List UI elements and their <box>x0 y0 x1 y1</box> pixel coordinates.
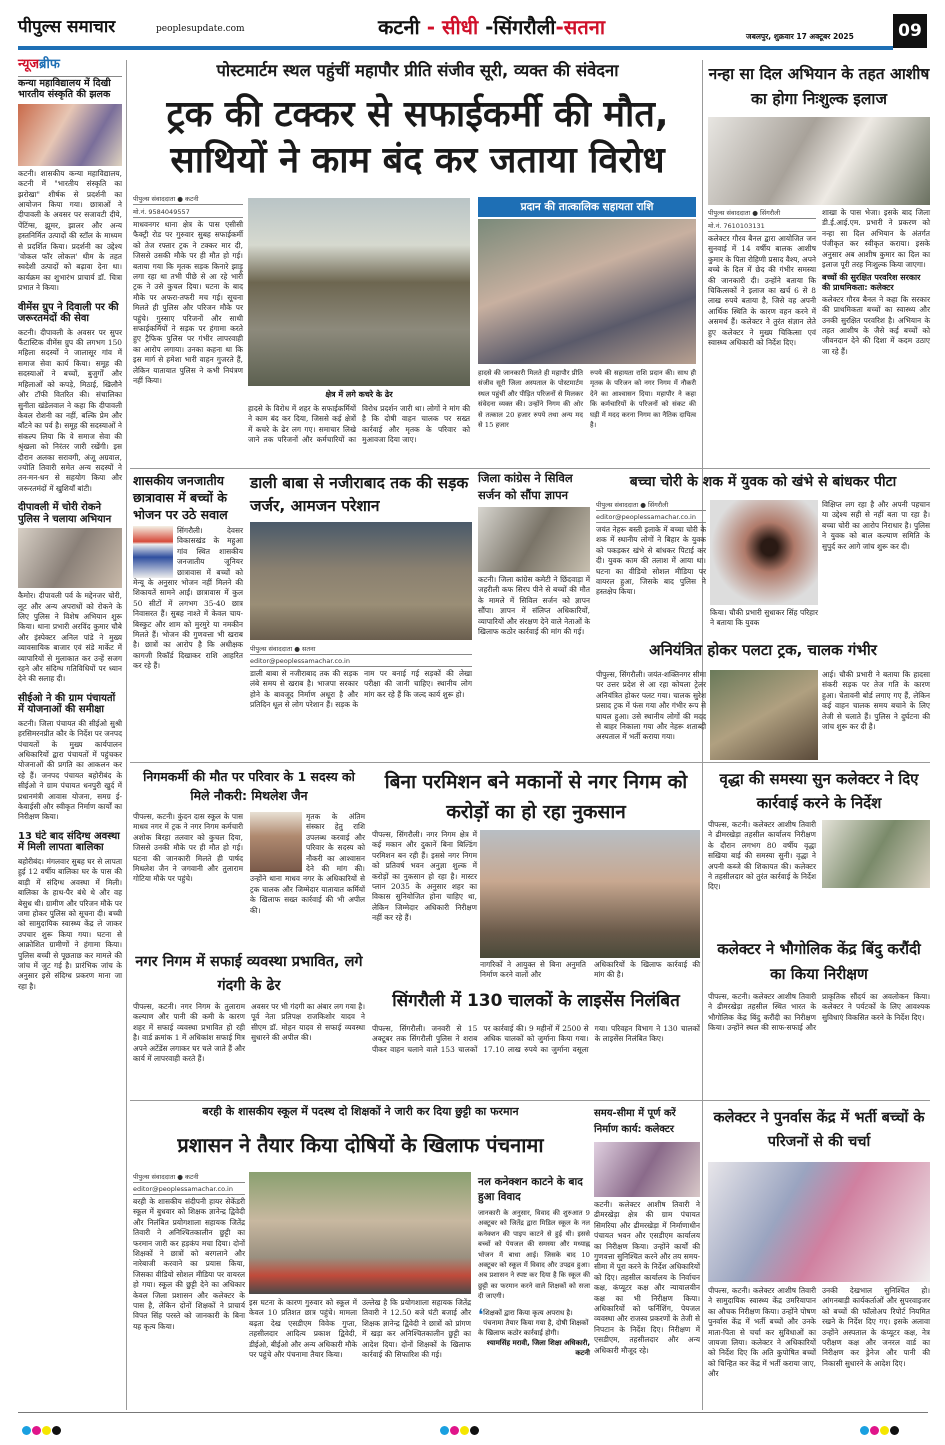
school-kicker: बरही के शासकीय स्कूल में पदस्थ दो शिक्षकों ने जारी कर दिया छुट्टी का फरमान <box>202 1105 519 1118</box>
brief-headline: 13 घंटे बाद संदिग्ध अवस्था में मिली लापता बालिका <box>18 830 120 854</box>
phone-number: मो.नं. 9584049557 <box>133 207 243 218</box>
news-brief-label-a: न्यूज <box>18 57 40 72</box>
registration-marks-center <box>440 1420 480 1439</box>
quote-icon: ❛ <box>478 1304 484 1324</box>
construction-body: कटनी। कलेक्टर आशीष तिवारी ने ढीमरखेड़ा क्षेत्र की ग्राम पंचायत सिमरिया और ढीमरखेड़ा में निर्माणाधीन पंचायत भवन और एसडीएम कार्यालय का निरीक्षण किया। उन्होंने कार्यों की गुणवत्ता सुनिश्चित करने और तय समय-सीमा में पूरा करने के निर्देश अधिकारियों को दिए। तहसील कार्यालय के निर्वाचन कक्ष, कंप्यूटर कक्ष और न्यायालयीन कक्ष का भी निरीक्षण किया। अधिकारियों को फर्निशिंग, पेयजल व्यवस्था और राजस्व प्रकरणों के तेजी से निपटान के निर्देश दिए। निरीक्षण में एसडीएम, तहसीलदार और अन्य अधिकारी मौजूद रहे। <box>594 1200 700 1355</box>
section-satna: सतना <box>563 15 605 39</box>
yellow-dot <box>42 1426 51 1435</box>
school-body-continued: इस घटना के कारण गुरुवार को स्कूल में केवल 10 प्रतिशत छात्र पहुंचे। मामला बढ़ता देख एसडीएम विवेक गुप्ता, तहसीलदार आदित्य प्रकाश द्विवेदी, डीईओ, बीईओ और अन्य अधिकारी मौके पर पहुंचे और पंचनामा तैयार किया। <box>249 1298 357 1360</box>
cyan-dot <box>440 1426 449 1435</box>
water-dispute-body: जानकारी के अनुसार, विवाद की शुरुआत 9 अक्टूबर को जितेंद्र द्वारा मिडिल स्कूल के नल कनेक्शन की पाइप काटने से हुई थी। इससे बच्चों को पेयजल की समस्या और मध्याह्न भोजन में बाधा आई। जिसके बाद 10 अक्टूबर को स्कूल में विवाद और उपद्रव हुआ। अब प्रशासन ने स्पष्ट कर दिया है कि स्कूल की छुट्टी का फरमान करने वाले शिक्षकों को सजा दी जाएगी। <box>478 1209 590 1301</box>
congress-body: कटनी। जिला कांग्रेस कमेटी ने छिंदवाड़ा में जहरीली कफ सिरप पीने से बच्चों की मौत के मामले में सिविल सर्जन को ज्ञापन सौंपा। ज्ञापन में संलिप्त अधिकारियों, व्यापारियों और संरक्षण देने वाले नेताओं के खिलाफ कठोर कार्रवाई की मांग की गई। <box>478 575 590 637</box>
heart-text <box>708 208 816 348</box>
rehab-body-continued: उनकी देखभाल सुनिश्चित हो। आंगनबाड़ी कार्यकर्ताओं और सुपरवाइजर को बच्चों की फॉलोअप रिपोर्ट नियमित रखने के निर्देश दिए गए। इसके अलावा उन्होंने अस्पताल के कंप्यूटर कक्ष, नेत्र परीक्षण कक्ष और जनरल वार्ड का निरीक्षण कर ड्रेनेज और पानी की निकासी सुधारने के आदेश दिए। <box>822 1286 930 1368</box>
lead-body-continued: हादसे के विरोध में शहर के सफाईकर्मियों ने काम बंद कर दिया, जिससे कई क्षेत्रों में कचरे के ढेर लग गए। समाचार लिखे जाने तक परिजनों और कर्मचारियों का विरोध प्रदर्शन जारी था। लोगों ने मांग की है कि दोषी वाहन चालक पर सख्त कार्रवाई और मृतक के परिवार को मुआवजा दिया जाए। <box>248 404 470 445</box>
news-brief-column <box>18 58 122 992</box>
geo-headline: कलेक्टर ने भौगोलिक केंद्र बिंदु करौंदी का किया निरीक्षण <box>717 940 921 983</box>
job-body: पीपल्स, कटनी। कुंदन दास स्कूल के पास माधव नगर में ट्रक ने नगर निगम कर्मचारी अशोक बिरहा तलवार को कुचल दिया, जिससे उनकी मौके पर ही मौत हो गई। घटना की जानकारी मिलते ही पार्षद मिथलेश जैन ने जगवानी और तुलाराम गोटिया मौके पर पहुंचे। <box>133 812 243 884</box>
section-katni: कटनी <box>378 15 420 39</box>
rehab-body: पीपल्स, कटनी। कलेक्टर आशीष तिवारी ने सामुदायिक स्वास्थ्य केंद्र उमरियापान का औचक निरीक्षण किया। उन्होंने पोषण पुनर्वास केंद्र में भर्ती बच्चों और उनके माता-पिता से चर्चा कर सुविधाओं का जायजा लिया। कलेक्टर ने अधिकारियों को निर्देश दिए कि अति कुपोषित बच्चों को चिन्हित कर केंद्र में भर्ती कराया जाए, और <box>708 1286 816 1379</box>
brief-photo <box>18 528 122 588</box>
road-headline: डाली बाबा से नजीराबाद तक की सड़क जर्जर, आमजन परेशान <box>250 474 469 515</box>
cyan-dot <box>860 1426 869 1435</box>
section-rule <box>130 1100 930 1101</box>
magenta-dot <box>450 1426 459 1435</box>
water-dispute-headline: नल कनेक्शन काटने के बाद हुआ विवाद <box>478 1176 583 1203</box>
magenta-dot <box>870 1426 879 1435</box>
brief-headline: दीपावली में चोरी रोकने पुलिस ने चलाया अभियान <box>18 502 112 525</box>
geo-body: पीपल्स, कटनी। कलेक्टर आशीष तिवारी ने ढीमरखेड़ा तहसील स्थित भारत के भौगोलिक केंद्र बिंदु करौंदी का निरीक्षण किया। उन्होंने स्थल की साफ-सफाई और प्राकृतिक सौंदर्य का अवलोकन किया। कलेक्टर ने पर्यटकों के लिए आवश्यक सुविधाएं विकसित करने के निर्देश दिए। <box>708 992 930 1033</box>
congress-headline: जिला कांग्रेस ने सिविल सर्जन को सौंपा ज्ञापन <box>478 471 573 502</box>
school-body-continued: उल्लेख है कि प्रयोगशाला सहायक जितेंद्र तिवारी ने 12.50 बजे घंटी बजाई और शिक्षक ज्ञानेन्द्र द्विवेदी ने छात्रों को प्रांगण में खड़ा कर अनिश्चितकालीन छुट्टी का आदेश दिया। दोनों शिक्षकों के खिलाफ कार्रवाई की सिफारिश की गई। <box>362 1298 471 1360</box>
black-dot <box>470 1426 479 1435</box>
heart-headline: नन्हा सा दिल अभियान के तहत आशीष का होगा निःशुल्क इलाज <box>708 65 930 108</box>
congress-story <box>478 470 590 637</box>
section-rule <box>130 468 930 469</box>
road-body: डाली बाबा से नजीराबाद तक की सड़क लंबे समय से खराब है। भाजपा सरकार होने के बावजूद निर्माण अधूरा है और प्रतिदिन धूल से लोग परेशान हैं। सड़क के नाम पर बनाई गई सड़कों की लेखा परीक्षा की जानी चाहिए। स्थानीय लोग मांग कर रहे हैं कि जल्द कार्य शुरू हो। <box>250 669 472 710</box>
quote-attribution: श्यामसिंह मरावी, जिला शिक्षा अधिकारी, कटनी <box>486 1338 590 1357</box>
heart-body: कलेक्टर गौरव बैनल द्वारा आयोजित जन सुनवाई में 14 वर्षीय बालक आशीष कुमार के पिता रोहिणी प्रसाद वैश्य, अपने बच्चे के दिल में छेद की गंभीर समस्या की जानकारी दी। उन्होंने बताया कि चिकित्सकों ने इलाज का खर्च 6 से 8 लाख रुपये बताया है, जिसे वह अपनी आर्थिक स्थिति के कारण वहन करने में असमर्थ हैं। कलेक्टर ने तुरंत संज्ञान लेते हुए कलेक्टर ने मुख्य चिकित्सा एवं स्वास्थ्य अधिकारी को निर्देश दिए। <box>708 234 816 348</box>
job-col2 <box>250 812 365 916</box>
byline: पीपुल्स संवाददाता ● कटनी <box>133 194 243 205</box>
registration-marks-left <box>22 1420 62 1439</box>
road-photo <box>250 522 472 640</box>
thief-body-continued: विक्षिप्त लग रहा है और अपनी पहचान या उद्देश्य सही से नहीं बता पा रहा है। बच्चा चोरी का आरोप निराधार है। पुलिस ने युवक को बाल कल्याण समिति के सुपुर्द कर आगे जांच शुरू कर दी। <box>822 500 930 551</box>
heart-body: शाखा के पास भेजा। इसके बाद जिला डी.ई.आई.एम. प्रभारी ने प्रकरण को नन्हा सा दिल अभियान के अंतर्गत पंजीकृत कर स्वीकृत कराया। इसके अनुसार अब आशीष कुमार का दिल का इलाज पूरी तरह निःशुल्क किया जाएगा। <box>822 208 930 270</box>
email-link[interactable]: editor@peoplessamachar.co.in <box>250 657 472 667</box>
job-headline: निगमकर्मी की मौत पर परिवार के 1 सदस्य को मिले नौकरी: मिथलेश जैन <box>143 769 355 803</box>
thief-body: जयंत नेहरू बस्ती इलाके में बच्चा चोरी के शक में स्थानीय लोगों ने बिहार के युवक को पकड़कर खंभे से बांधकर पिटाई कर दी। युवक काम की तलाश में आया था। घटना का वीडियो सोशल मीडिया पर वायरल हुआ, जिसके बाद पुलिस ने हस्तक्षेप किया। <box>596 525 706 597</box>
brief-body: कैमोर। दीपावली पर्व के मद्देनजर चोरी, लूट और अन्य अपराधों को रोकने के लिए पुलिस ने विशेष अभियान शुरू किया। थाना प्रभारी अरविंद कुमार चौबे और इंस्पेक्टर अनिल पांडे ने मुख्य व्यावसायिक बाजार एवं संडे मार्केट में व्यापारियों से मुलाकात कर उन्हें सजग रहने और संदिग्ध गतिविधियों पर ध्यान देने की सलाह दी। <box>18 591 122 684</box>
truck-headline: अनियंत्रित होकर पलटा ट्रक, चालक गंभीर <box>649 641 877 659</box>
thief-headline: बच्चा चोरी के शक में युवक को खंभे से बांधकर पीटा <box>629 474 897 490</box>
aid-box-text: हादसे की जानकारी मिलते ही महापौर प्रीति संजीव सूरी जिला अस्पताल के पोस्टमार्टम स्थल पहुंचीं और पीड़ित परिजनों से मिलकर संवेदना व्यक्त की। उन्होंने निगम की ओर से तत्काल 20 हजार रुपये तथा अन्य मद से 15 हजार <box>478 369 583 430</box>
lead-body: माधवनगर थाना क्षेत्र के पास एसीसी फैक्ट्री रोड पर गुरुवार सुबह सफाईकर्मी को तेज रफ्तार ट्रक ने टक्कर मार दी, जिससे उसकी मौके पर ही मौत हो गई। बताया गया कि मृतक सड़क किनारे झाड़ू लगा रहा था तभी पीछे से आ रहे भारी ट्रक ने उसे कुचल दिया। घटना के बाद मौके पर अफरा-तफरी मच गई। सूचना मिलते ही पुलिस और परिजन मौके पर पहुंचे। गुस्साए परिजनों और साथी सफाईकर्मियों ने सड़क पर हंगामा करते हुए ट्रैफिक पुलिस पर गंभीर लापरवाही का आरोप लगाया। उनका कहना था कि इस मार्ग से हमेशा भारी वाहन गुजरते हैं, लेकिन यातायात पुलिस ने कभी नियंत्रण नहीं किया। <box>133 220 243 386</box>
page-number: 09 <box>893 14 927 48</box>
school-photo <box>249 1172 471 1294</box>
truck-body-continued: आई। चौकी प्रभारी ने बताया कि हादसा संकरी सड़क पर तेज गति के कारण हुआ। चेतावनी बोर्ड लगाए गए हैं, लेकिन कई वाहन चालक समय बचाने के लिए तेजी से चलाते हैं। पुलिस ने दुर्घटना की जांच शुरू कर दी है। <box>822 670 930 732</box>
rehab-photo <box>708 1162 930 1282</box>
aid-box-text: रुपये की सहायता राशि प्रदान की। साथ ही मृतक के परिजन को नगर निगम में नौकरी देने का आश्वासन दिया। महापौर ने कहा कि कर्मचारियों के परिजनों को संकट की घड़ी में मदद करना निगम का नैतिक दायित्व है। <box>590 369 696 430</box>
heart-photo <box>708 117 930 205</box>
photo-caption: क्षेत्र में लगे कचरे के ढेर <box>325 390 393 399</box>
yellow-dot <box>880 1426 889 1435</box>
brief-body: बहोरीबंद। मंगलवार सुबह घर से लापता हुई 12 वर्षीय बालिका घर के पास की बाड़ी में संदिग्ध अवस्था में मिली। बालिका के हाथ-पैर बंधे थे और वह बेसुध थी। ग्रामीण और परिजन मौके पर जमा होकर पुलिस को सूचना दी। बच्ची को सामुदायिक स्वास्थ्य केंद्र ले जाकर उपचार शुरू किया गया। घटना से आक्रोशित ग्रामीणों ने हंगामा किया। पुलिस बच्ची से पूछताछ कर मामले की जांच में जुट गई है। प्रारंभिक जांच के अनुसार इसे संदिग्ध प्रकरण माना जा रहा है। <box>18 856 122 991</box>
news-brief-label-b: ब्रीफ <box>39 57 60 72</box>
school-text <box>133 1172 245 1332</box>
official-quote <box>478 1304 590 1358</box>
section-separator: - <box>419 15 442 39</box>
heart-subhead: बच्चों की सुरक्षित परवरिश सरकार की प्राथमिकता: कलेक्टर <box>822 273 921 292</box>
section-singrauli: सिंगरौली <box>493 15 556 39</box>
cleaning-body: पीपल्स, कटनी। नगर निगम के तुलाराम कल्याण और पानी की कमी के कारण शहर में सफाई व्यवस्था प्रभावित हो रही है। वार्ड क्रमांक 1 में अधिकांश सफाई मित्र अपने अटेंडेंस लगाकर घर चले जाते हैं और कार्य में लापरवाही करते हैं। <box>133 1002 245 1064</box>
water-dispute-story <box>478 1175 590 1358</box>
hostel-body: सिंगरौली। देवसर विकासखंड के महुआ गांव स्थित शासकीय जनजातीय जूनियर छात्रावास में बच्चों को मेन्यू के अनुसार भोजन नहीं मिलने की शिकायतें सामने आईं। छात्रावास में कुल 50 सीटों में लगभग 35-40 छात्र निवासरत हैं। सुबह नाश्ते में केवल चाय-बिस्कुट और शाम को मुरमुरे या नमकीन मिलते हैं। भोजन की गुणवत्ता भी खराब है। छात्रों का आरोप है कि अधीक्षक कागजी रिकॉर्ड दिखाकर राशि आहरित कर रहे हैं। <box>133 526 243 671</box>
brief-photo <box>18 104 122 166</box>
brief-headline: कन्या महाविद्यालय में दिखी भारतीय संस्कृति की झलक <box>18 76 122 101</box>
menu-photo <box>133 526 173 578</box>
job-body-continued: मृतक के अंतिम संस्कार हेतु राशि उपलब्ध करवाई और परिवार के सदस्य को नौकरी का आश्वासन देने की मांग की। उन्होंने थाना माधव नगर के अधिकारियों से ट्रक चालक और जिम्मेदार यातायात कर्मियों के खिलाफ सख्त कार्रवाई की भी अपील की। <box>250 812 365 915</box>
lead-headline: ट्रक की टक्कर से सफाईकर्मी की मौत, साथियों ने काम बंद कर जताया विरोध <box>166 94 669 181</box>
aid-box-title: प्रदान की तात्कालिक सहायता राशि <box>478 197 696 217</box>
column-divider <box>126 60 127 1410</box>
magenta-dot <box>32 1426 41 1435</box>
hostel-story <box>133 472 243 672</box>
phone-number: मो.नं. 7610103131 <box>708 221 816 232</box>
black-dot <box>890 1426 899 1435</box>
thief-text <box>596 500 706 598</box>
permission-body: पीपल्स, सिंगरौली। नगर निगम क्षेत्र में कई मकान और दुकानें बिना बिल्डिंग परमिशन बन रही हैं। इससे नगर निगम को प्रतिवर्ष भवन अनुज्ञा शुल्क में करोड़ों का नुकसान हो रहा है। मास्टर प्लान 2035 के अनुसार शहर का विकास सुनियोजित होना चाहिए था, लेकिन जिम्मेदार अधिकारी निरीक्षण नहीं कर रहे हैं। <box>372 830 477 923</box>
section-separator: - <box>478 15 494 39</box>
truck-photo <box>710 670 818 760</box>
yellow-dot <box>460 1426 469 1435</box>
heart-text-col2 <box>822 208 930 357</box>
lead-text <box>133 194 243 387</box>
brief-headline: सीईओ ने की ग्राम पंचायतों में योजनाओं की समीक्षा <box>18 692 116 716</box>
masthead <box>18 12 928 52</box>
cleaning-body-continued: अवसर पर भी गंदगी का अंबार लग गया है। पूर्व नेता प्रतिपक्ष राजकिशोर यादव ने सीएम डॉ. मोहन यादव से सफाई व्यवस्था सुधारने की अपील की। <box>251 1002 365 1043</box>
section-sidhi: सीधी <box>441 15 479 39</box>
black-dot <box>52 1426 61 1435</box>
permission-headline: बिना परमिशन बने मकानों से नगर निगम को करोड़ों का हो रहा नुकसान <box>384 771 688 823</box>
brief-body: कटनी। जिला पंचायत की सीईओ सुश्री हरसिमरनप्रीत कौर के निर्देश पर जनपद पंचायतों के मुख्य कार्यपालन अधिकारियों द्वारा पंचायतों में पहुंचकर योजनाओं की प्रगति का आकलन कर रहे हैं। जनपद पंचायत बहोरीबंद के सीईओ ने ग्राम पंचायत धनपुरी खुर्द में प्रधानमंत्री आवास योजना, समग्र ई-केवाईसी और स्वीकृत निर्माण कार्यों का निरीक्षण किया। <box>18 718 122 822</box>
road-text <box>250 644 472 711</box>
school-body: बरही के शासकीय संदीपनी हायर सेकेंडरी स्कूल में बुधवार को शिक्षक ज्ञानेन्द्र द्विवेदी और निलंबित प्रयोगशाला सहायक जितेंद्र तिवारी ने अनिश्चितकालीन छुट्टी का फरमान जारी कर हड़कंप मचा दिया। दोनों शिक्षकों ने छात्रों को बरगलाने और नारेबाजी करवाने का प्रयास किया, जिसका वीडियो सोशल मीडिया पर वायरल हो गया। स्कूल की छुट्टी देने का अधिकार केवल जिला प्रशासन और कलेक्टर के पास है, लेकिन दोनों शिक्षकों ने प्राचार्य विपत सिंह परस्ते को जानकारी के बिना यह कृत्य किया। <box>133 1197 245 1331</box>
mayor-photo <box>478 219 696 364</box>
construction-headline: समय-सीमा में पूर्ण करें निर्माण कार्य: कलेक्टर <box>594 1108 676 1135</box>
brief-headline: वीमेंस ग्रुप ने दिवाली पर की जरूरतमंदों की सेवा <box>18 301 119 325</box>
quote-text: शिक्षकों द्वारा किया कृत्य अपराध है। पंचनामा तैयार किया गया है, दोषी शिक्षकों के खिलाफ कठोर कार्रवाई होगी। <box>478 1308 589 1337</box>
brief-body: कटनी। शासकीय कन्या महाविद्यालय, कटनी में "भारतीय संस्कृति का झरोखा" शीर्षक से प्रदर्शनी का आयोजन किया गया। छात्राओं ने दीपावली के अवसर पर सजावटी दीये, पेंटिंग्स, झूमर, झालर और अन्य हस्तनिर्मित उत्पादों की स्टॉल के माध्यम से प्रदर्शित किया। प्रदर्शनी का उद्देश्य 'वोकल फॉर लोकल' थीम के तहत स्वदेशी उत्पादों को बढ़ावा देना था। कार्यक्रम का शुभारंभ प्राचार्य डॉ. चित्रा प्रभात ने किया। <box>18 168 122 293</box>
building-photo <box>480 830 700 958</box>
email-link[interactable]: editor@peoplessamachar.co.in <box>133 1185 245 1195</box>
construction-photo <box>594 1142 700 1197</box>
hostel-headline: शासकीय जनजातीय छात्रावास में बच्चों के भोजन पर उठे सवाल <box>133 473 228 522</box>
thief-photo <box>710 500 818 605</box>
elderly-body: पीपल्स, कटनी। कलेक्टर आशीष तिवारी ने ढीमरखेड़ा तहसील कार्यालय निरीक्षण के दौरान लगभग 80 वर्षीय वृद्धा सखिया बाई की समस्या सुनी। वृद्धा ने अपनी कब्जे की शिकायत की। कलेक्टर ने तहसीलदार को तुरंत कार्रवाई के निर्देश दिए। <box>708 820 816 892</box>
masthead-rule <box>18 46 893 50</box>
councillor-photo <box>250 812 302 872</box>
truck-body: पीपुल्स, सिंगरौली। जयंत-शक्तिनगर सीमा पर उत्तर प्रदेश से आ रहा कोयला ट्रेलर अनियंत्रित होकर पलट गया। चालक सुरेश प्रसाद ट्रक में फंस गया और गंभीर रूप से घायल हुआ। उसे स्थानीय लोगों की मदद से बाहर निकाला गया और नेहरू शताब्दी अस्पताल में भर्ती कराया गया। <box>596 670 706 742</box>
heart-body: कलेक्टर गौरव बैनल ने कहा कि सरकार की प्राथमिकता बच्चों का स्वास्थ्य और उनकी सुरक्षित परवरिश है। अभियान के तहत आशीष के जैसे कई बच्चों को जीवनदान देने की दिशा में कदम उठाए जा रहे हैं। <box>822 294 930 356</box>
newspaper-logo: पीपुल्स समाचार <box>18 17 116 37</box>
registration-marks-right <box>860 1420 900 1439</box>
email-link[interactable]: editor@peoplessamachar.co.in <box>596 513 706 523</box>
permission-caption: अधिकारियों के खिलाफ कार्रवाई की मांग की है। <box>594 960 700 980</box>
footer-rule <box>18 1412 928 1413</box>
thief-caption: किया। चौकी प्रभारी सुधाकर सिंह परिहार ने बताया कि युवक <box>710 608 818 628</box>
lead-photo <box>248 198 470 386</box>
elderly-photo <box>822 820 930 888</box>
news-brief-label <box>18 58 122 73</box>
license-body: पीपल्स, सिंगरौली। जनवरी से 15 अक्टूबर तक सिंगरौली पुलिस ने शराब पीकर वाहन चलाने वाले 153 चालकों पर कार्रवाई की। 9 महीनों में 2500 से अधिक चालकों को जुर्माना किया गया। 17.10 लाख रुपये का जुर्माना वसूला गया। परिवहन विभाग ने 130 चालकों के लाइसेंस निलंबित किए। <box>372 1024 700 1054</box>
section-rule <box>130 762 930 763</box>
cleaning-headline: नगर निगम में सफाई व्यवस्था प्रभावित, लगे गंदगी के ढेर <box>135 954 363 994</box>
website-link[interactable]: peoplesupdate.com <box>156 24 245 34</box>
rehab-headline: कलेक्टर ने पुनर्वास केंद्र में भर्ती बच्चों के परिजनों से की चर्चा <box>713 1110 925 1150</box>
cyan-dot <box>22 1426 31 1435</box>
byline: पीपुल्स संवाददाता ● सिंगरौली <box>596 500 706 511</box>
section-separator: - <box>555 15 564 39</box>
congress-photo <box>478 507 590 572</box>
byline: पीपुल्स संवाददाता ● कटनी <box>133 1172 245 1183</box>
elderly-headline: वृद्धा की समस्या सुन कलेक्टर ने दिए कार्रवाई करने के निर्देश <box>719 770 919 812</box>
lead-kicker: पोस्टमार्टम स्थल पहुंचीं महापौर प्रीति संजीव सूरी, व्यक्त की संवेदना <box>216 61 619 80</box>
byline: पीपुल्स संवाददाता ● सतना <box>250 644 472 655</box>
brief-body: कटनी। दीपावली के अवसर पर सुपर फैंटास्टिक वीमेंस ग्रुप की लगभग 150 महिला सदस्यों ने जालासूर गांव में समाज सेवा कार्य किया। समूह की सदस्याओं ने बच्चों, बुजुर्गों और महिलाओं को कपड़े, मिठाई, खिलौने और टॉफी वितरित की। संचालिका सुनीता खंडेलवाल ने कहा कि दीपावली केवल रोशनी का नहीं, बल्कि प्रेम और बाँटने का पर्व है। समूह की सदस्याओं ने संकल्प लिया कि वे समाज सेवा की श्रृंखला को निरंतर जारी रखेंगी। इस दौरान अलका सरावगी, अंजू अग्रवाल, ज्योति तिवारी समेत अन्य सदस्यों ने तन-मन-धन से सहयोग किया और जरूरतमंदों में खुशियाँ बांटी। <box>18 327 122 493</box>
license-headline: सिंगरौली में 130 चालकों के लाइसेंस निलंबित <box>392 991 680 1011</box>
section-title <box>378 16 605 39</box>
byline: पीपुल्स संवाददाता ● सिंगरौली <box>708 208 816 219</box>
school-headline: प्रशासन ने तैयार किया दोषियों के खिलाफ पंचनामा <box>177 1133 544 1157</box>
permission-caption: नागरिकों ने आयुक्त से बिना अनुमति निर्माण करने वालों और <box>480 960 586 980</box>
dateline: जबलपुर, शुक्रवार 17 अक्टूबर 2025 <box>746 32 854 41</box>
